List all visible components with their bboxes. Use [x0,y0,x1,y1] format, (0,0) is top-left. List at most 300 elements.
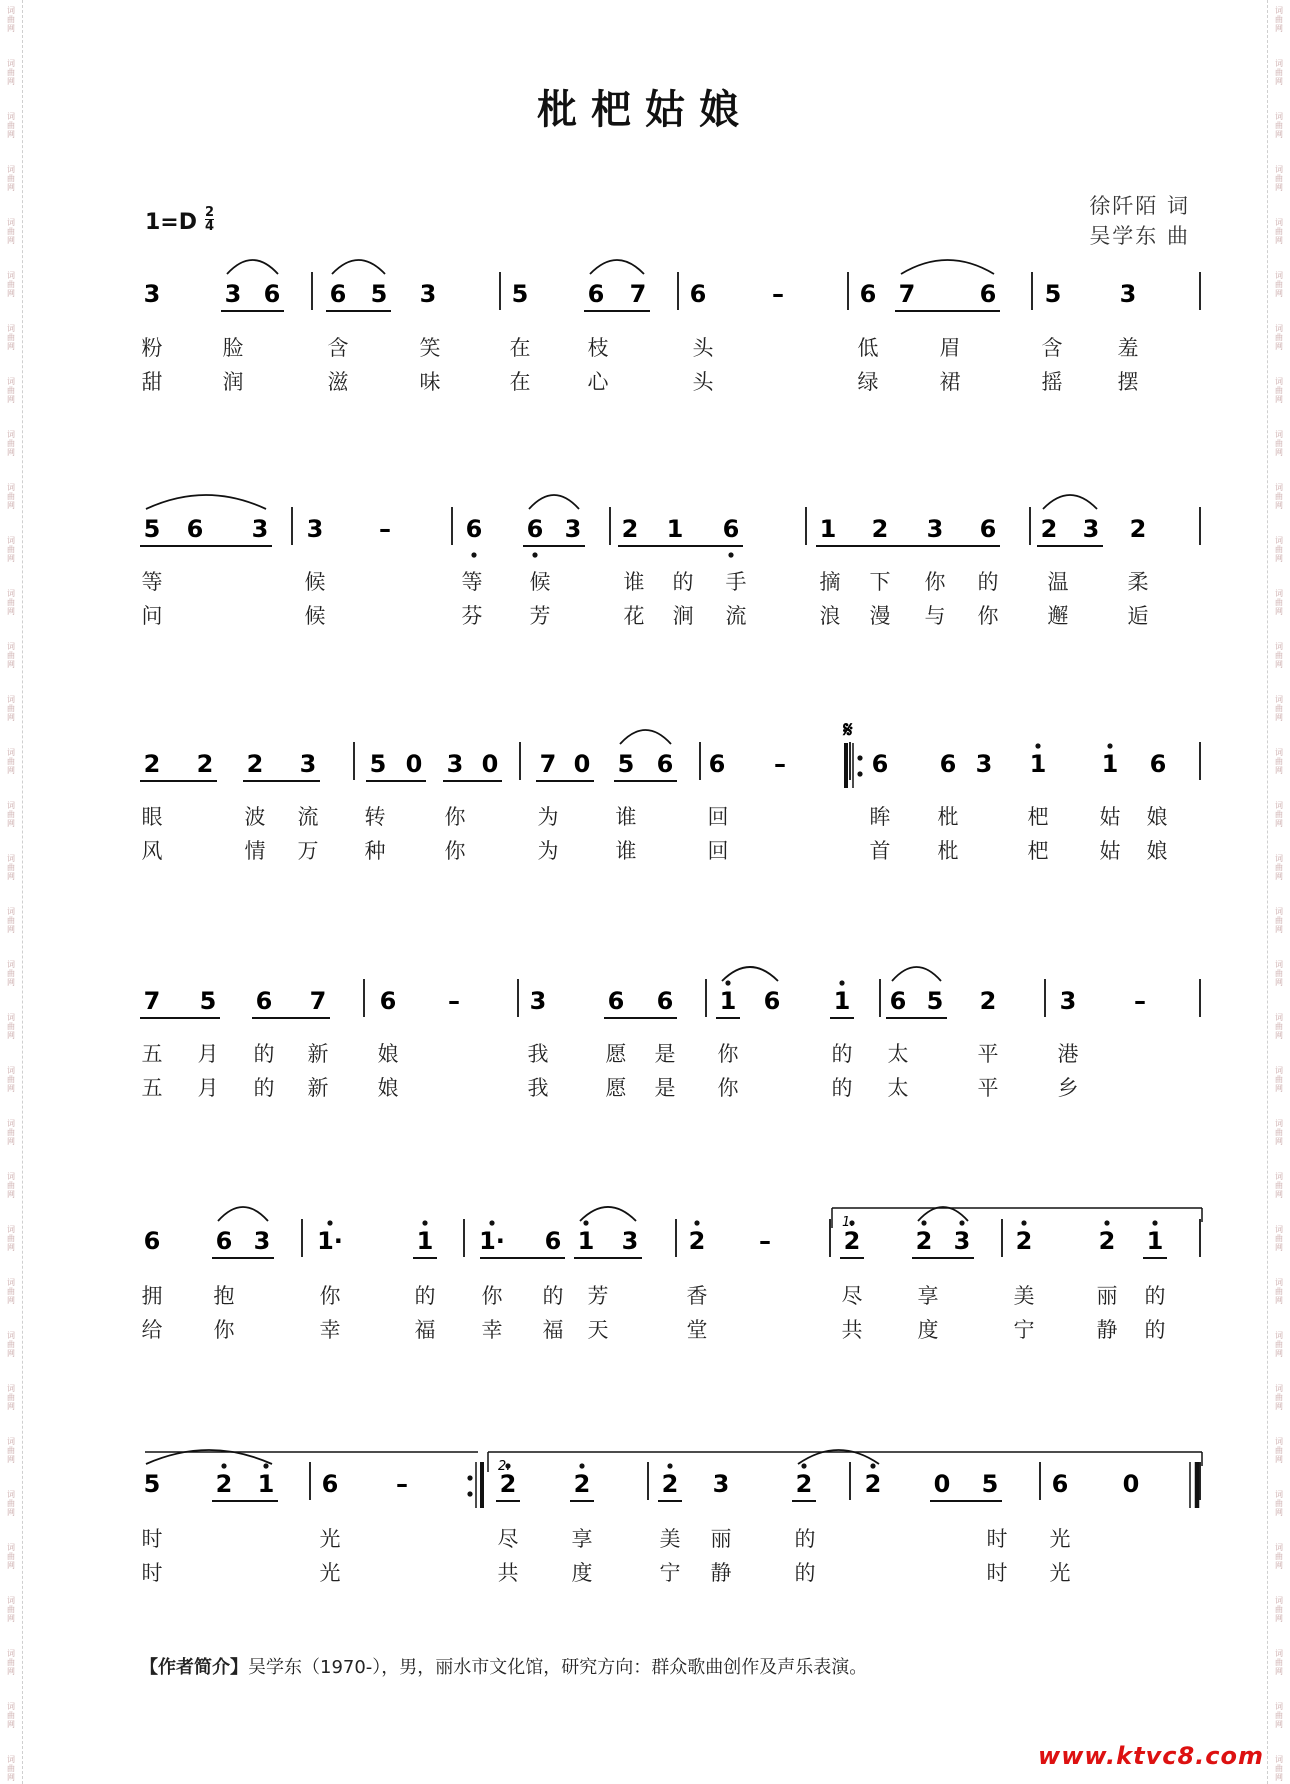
jianpu-note: 6 [321,1470,339,1498]
lyric-verse-2: 度 [571,1561,593,1585]
jianpu-note: 0 [573,750,591,778]
side-mark: 词 曲 网 [7,1543,15,1570]
lyric-verse-1: 尽 [497,1527,519,1551]
lyric-verse-1: 新 [307,1042,329,1066]
lyric-verse-2: 涧 [672,604,694,628]
jianpu-note: 3 [253,1227,271,1255]
lyric-verse-1: 我 [527,1042,549,1066]
jianpu-note: 7 [539,750,557,778]
lyric-verse-2: 天 [587,1318,609,1342]
lyric-verse-1: 候 [304,570,326,594]
side-mark: 词 曲 网 [1275,59,1283,86]
jianpu-note: 2 [621,515,639,543]
jianpu-note: 1 [719,987,737,1015]
slur-arc [580,1207,636,1221]
lyric-verse-1: 美 [1013,1284,1035,1308]
lyric-verse-2: 太 [887,1076,909,1100]
lyric-verse-1: 等 [141,570,163,594]
lyric-verse-2: 润 [222,370,244,394]
jianpu-note: 6 [722,515,740,543]
lyric-verse-2: 甜 [141,370,163,394]
jianpu-note: 1 [833,987,851,1015]
lyric-verse-2: 摆 [1117,370,1139,394]
side-mark: 词 曲 网 [7,536,15,563]
side-mark: 词 曲 网 [1275,1278,1283,1305]
lyric-verse-2: 为 [537,839,559,863]
lyric-verse-1: 光 [1049,1527,1071,1551]
slur-arc [1043,495,1097,509]
jianpu-note: 3 [1082,515,1100,543]
side-mark: 词 曲 网 [1275,271,1283,298]
lyric-verse-2: 娘 [1146,839,1168,863]
jianpu-note: – [1134,987,1146,1015]
jianpu-note: 6 [979,515,997,543]
lyric-verse-1: 平 [977,1042,999,1066]
lyric-verse-1: 丽 [710,1527,732,1551]
lyric-verse-2: 静 [1096,1318,1118,1342]
jianpu-note: 6 [763,987,781,1015]
octave-dot-high [801,1463,806,1468]
lyric-verse-2: 流 [725,604,747,628]
lyric-verse-1: 的 [542,1284,564,1308]
jianpu-note: 0 [481,750,499,778]
slur-arc [227,260,278,274]
side-mark: 词 曲 网 [1275,536,1283,563]
jianpu-note: 3 [564,515,582,543]
side-mark: 词 曲 网 [1275,1543,1283,1570]
lyric-verse-2: 光 [319,1561,341,1585]
jianpu-note: 2 [1015,1227,1033,1255]
lyric-verse-1: 的 [1144,1284,1166,1308]
lyric-verse-2: 首 [869,839,891,863]
lyric-verse-1: 的 [794,1527,816,1551]
lyric-verse-2: 福 [414,1318,436,1342]
lyric-verse-2: 是 [654,1076,676,1100]
lyric-verse-1: 娘 [377,1042,399,1066]
side-mark: 词 曲 网 [1275,695,1283,722]
time-signature-top: 2 [205,205,215,220]
jianpu-note: 6 [979,280,997,308]
repeat-dot [857,771,862,776]
jianpu-note: – [379,515,391,543]
side-mark: 词 曲 网 [7,324,15,351]
slur-arc [590,260,644,274]
lyric-verse-2: 回 [707,839,729,863]
lyric-verse-1: 脸 [222,336,244,360]
jianpu-note: 2 [843,1227,861,1255]
lyricist-credit: 徐阡陌 词 [1089,194,1190,218]
key-signature: 1=D [145,210,198,235]
slur-arc [620,730,671,744]
lyric-verse-1: 的 [414,1284,436,1308]
octave-dot-high [489,1220,494,1225]
lyric-verse-1: 美 [659,1527,681,1551]
jianpu-note: 6 [871,750,889,778]
lyric-verse-2: 时 [141,1561,163,1585]
lyric-verse-2: 五 [141,1076,163,1100]
author-intro [140,1653,867,1679]
jianpu-note: 3 [251,515,269,543]
jianpu-note: – [759,1227,771,1255]
side-mark: 词 曲 网 [1275,1649,1283,1676]
jianpu-note: 3 [953,1227,971,1255]
octave-dot-high [667,1463,672,1468]
lyric-verse-1: 回 [707,805,729,829]
jianpu-note: 6 [656,750,674,778]
lyric-verse-1: 眸 [869,805,891,829]
side-mark: 词 曲 网 [1275,1490,1283,1517]
lyric-verse-1: 月 [197,1042,219,1066]
lyric-verse-2: 的 [794,1561,816,1585]
lyric-verse-1: 羞 [1117,336,1139,360]
lyric-verse-1: 眉 [939,336,961,360]
lyric-verse-1: 头 [692,336,714,360]
jianpu-note: 2 [871,515,889,543]
octave-dot-high [921,1220,926,1225]
jianpu-note: 6 [859,280,877,308]
jianpu-note: 3 [446,750,464,778]
jianpu-note: 6 [329,280,347,308]
lyric-verse-1: 你 [481,1284,503,1308]
lyric-verse-1: 光 [319,1527,341,1551]
jianpu-note: 5 [370,280,388,308]
jianpu-note: 5 [617,750,635,778]
jianpu-note: 3 [306,515,324,543]
lyric-verse-1: 杷 [1027,805,1049,829]
octave-dot-low [471,552,476,557]
lyric-verse-1: 低 [857,336,879,360]
side-mark: 词 曲 网 [1275,960,1283,987]
lyric-verse-2: 光 [1049,1561,1071,1585]
lyric-verse-1: 谁 [623,570,645,594]
jianpu-note: 6 [656,987,674,1015]
lyric-verse-2: 娘 [377,1076,399,1100]
lyric-verse-1: 摘 [819,570,841,594]
jianpu-note: 3 [529,987,547,1015]
jianpu-note: 5 [199,987,217,1015]
side-mark: 词 曲 网 [1275,1225,1283,1252]
lyric-verse-2: 姑 [1099,839,1121,863]
lyric-verse-2: 你 [444,839,466,863]
jianpu-note: 7 [143,987,161,1015]
lyric-verse-1: 为 [537,805,559,829]
jianpu-note: 6 [143,1227,161,1255]
repeat-dot [857,755,862,760]
lyric-verse-2: 绿 [857,370,879,394]
octave-dot-low [532,552,537,557]
side-mark: 词 曲 网 [1275,1172,1283,1199]
side-mark: 词 曲 网 [7,1755,15,1782]
jianpu-note: 2 [499,1470,517,1498]
jianpu-note: 6 [544,1227,562,1255]
jianpu-note: 5 [143,1470,161,1498]
lyric-verse-1: 在 [509,336,531,360]
side-mark: 词 曲 网 [7,960,15,987]
lyric-verse-2: 心 [587,370,609,394]
jianpu-note: 6 [708,750,726,778]
jianpu-note: – [396,1470,408,1498]
jianpu-note: 2 [573,1470,591,1498]
lyric-verse-1: 时 [986,1527,1008,1551]
jianpu-note: 0 [933,1470,951,1498]
side-mark: 词 曲 网 [7,801,15,828]
side-mark: 词 曲 网 [7,165,15,192]
octave-dot-high [694,1220,699,1225]
lyric-verse-1: 你 [319,1284,341,1308]
side-mark: 词 曲 网 [7,1172,15,1199]
lyric-verse-2: 头 [692,370,714,394]
side-mark: 词 曲 网 [1275,324,1283,351]
jianpu-note: 6 [379,987,397,1015]
lyric-verse-2: 幸 [319,1318,341,1342]
side-mark: 词 曲 网 [7,642,15,669]
side-mark: 词 曲 网 [7,1013,15,1040]
side-mark: 词 曲 网 [1275,589,1283,616]
lyric-verse-1: 丽 [1096,1284,1118,1308]
side-mark: 词 曲 网 [7,1702,15,1729]
slur-arc [901,260,994,274]
side-mark: 词 曲 网 [1275,377,1283,404]
lyric-verse-2: 味 [419,370,441,394]
lyric-verse-2: 滋 [327,370,349,394]
lyric-verse-2: 花 [623,604,645,628]
octave-dot-high [839,980,844,985]
repeat-dot [467,1475,472,1480]
jianpu-note: 2 [196,750,214,778]
side-mark: 词 曲 网 [1275,907,1283,934]
side-mark: 词 曲 网 [7,1437,15,1464]
side-mark: 词 曲 网 [1275,430,1283,457]
lyric-verse-2: 在 [509,370,531,394]
jianpu-note: 6 [263,280,281,308]
jianpu-note: 1 [819,515,837,543]
jianpu-note: 5 [369,750,387,778]
lyric-verse-1: 下 [869,570,891,594]
side-mark: 词 曲 网 [7,271,15,298]
lyric-verse-2: 堂 [686,1318,708,1342]
side-mark: 词 曲 网 [7,1490,15,1517]
side-mark: 词 曲 网 [1275,1066,1283,1093]
jianpu-note: 6 [526,515,544,543]
lyric-verse-1: 五 [141,1042,163,1066]
octave-dot-high [1104,1220,1109,1225]
slur-arc [722,967,778,981]
side-mark: 词 曲 网 [1275,483,1283,510]
jianpu-note: 3 [299,750,317,778]
side-mark: 词 曲 网 [1275,218,1283,245]
lyric-verse-2: 你 [213,1318,235,1342]
lyric-verse-2: 问 [141,604,163,628]
slur-arc [918,1207,968,1221]
jianpu-note: 2 [795,1470,813,1498]
lyric-verse-1: 柔 [1127,570,1149,594]
jianpu-note: 6 [689,280,707,308]
lyric-verse-2: 风 [141,839,163,863]
lyric-verse-1: 太 [887,1042,909,1066]
lyric-verse-2: 你 [717,1076,739,1100]
jianpu-note: 2 [688,1227,706,1255]
side-mark: 词 曲 网 [1275,801,1283,828]
lyric-verse-1: 香 [686,1284,708,1308]
jianpu-note: 2 [661,1470,679,1498]
side-mark: 词 曲 网 [7,59,15,86]
time-signature-bottom: 4 [205,219,215,234]
jianpu-note: 3 [419,280,437,308]
lyric-verse-2: 谁 [615,839,637,863]
jianpu-note: 5 [1044,280,1062,308]
jianpu-note: 1 [1101,750,1119,778]
jianpu-note: 6 [587,280,605,308]
octave-dot-low [728,552,733,557]
jianpu-note: 6 [1051,1470,1069,1498]
jianpu-note: 2 [864,1470,882,1498]
jianpu-note: 6 [889,987,907,1015]
side-mark: 词 曲 网 [7,907,15,934]
jianpu-note: 1· [479,1227,505,1255]
lyric-verse-1: 的 [672,570,694,594]
lyric-verse-1: 抱 [213,1284,235,1308]
side-mark: 词 曲 网 [1275,112,1283,139]
jianpu-note: 3 [926,515,944,543]
jianpu-note: 3 [1119,280,1137,308]
side-mark: 词 曲 网 [1275,1437,1283,1464]
jianpu-note: 0 [1122,1470,1140,1498]
volta-label: 2. [498,1459,511,1474]
jianpu-note: 3 [1059,987,1077,1015]
lyric-verse-2: 月 [197,1076,219,1100]
octave-dot-high [422,1220,427,1225]
slur-arc [332,260,385,274]
lyric-verse-2: 宁 [1013,1318,1035,1342]
lyric-verse-1: 是 [654,1042,676,1066]
side-mark: 词 曲 网 [1275,1596,1283,1623]
lyric-verse-2: 裙 [939,370,961,394]
lyric-verse-2: 的 [831,1076,853,1100]
author-intro-text: 吴学东（1970-），男，丽水市文化馆，研究方向：群众歌曲创作及声乐表演。 [248,1657,868,1678]
octave-dot-high [959,1220,964,1225]
side-mark: 词 曲 网 [1275,748,1283,775]
lyric-verse-1: 享 [917,1284,939,1308]
side-mark: 词 曲 网 [7,1225,15,1252]
slur-arc [529,495,579,509]
slur-arc [892,967,941,981]
side-mark: 词 曲 网 [7,6,15,33]
jianpu-note: 6 [939,750,957,778]
lyric-verse-2: 芬 [461,604,483,628]
octave-dot-high [583,1220,588,1225]
side-mark: 词 曲 网 [7,1649,15,1676]
octave-dot-high [263,1463,268,1468]
jianpu-note: 3 [975,750,993,778]
lyric-verse-2: 种 [364,839,386,863]
lyric-verse-2: 共 [497,1561,519,1585]
side-mark: 词 曲 网 [7,1596,15,1623]
side-mark: 词 曲 网 [1275,165,1283,192]
lyric-verse-2: 宁 [659,1561,681,1585]
song-title: 枇杷姑娘 [537,86,753,133]
lyric-verse-2: 情 [244,839,266,863]
jianpu-note: 6 [465,515,483,543]
jianpu-note: 5 [926,987,944,1015]
lyric-verse-1: 转 [364,805,386,829]
jianpu-note: 5 [143,515,161,543]
lyric-verse-2: 乡 [1057,1076,1079,1100]
lyric-verse-1: 姑 [1099,805,1121,829]
lyric-verse-1: 娘 [1146,805,1168,829]
lyric-verse-1: 尽 [841,1284,863,1308]
octave-dot-high [725,980,730,985]
lyric-verse-2: 愿 [605,1076,627,1100]
lyric-verse-2: 与 [924,604,946,628]
side-mark: 词 曲 网 [1275,1331,1283,1358]
lyric-verse-2: 浪 [819,604,841,628]
side-mark: 词 曲 网 [7,589,15,616]
octave-dot-high [1107,743,1112,748]
jianpu-note: 7 [309,987,327,1015]
octave-dot-high [579,1463,584,1468]
jianpu-note: 1 [666,515,684,543]
side-mark: 词 曲 网 [1275,854,1283,881]
jianpu-note: 3 [143,280,161,308]
lyric-verse-2: 新 [307,1076,329,1100]
side-mark: 词 曲 网 [7,112,15,139]
lyric-verse-1: 候 [529,570,551,594]
side-mark: 词 曲 网 [7,377,15,404]
side-mark: 词 曲 网 [7,695,15,722]
jianpu-note: 2 [1129,515,1147,543]
octave-dot-high [221,1463,226,1468]
side-mark: 词 曲 网 [7,430,15,457]
octave-dot-high [1152,1220,1157,1225]
lyric-verse-1: 你 [924,570,946,594]
slur-arc [218,1207,268,1221]
lyric-verse-1: 的 [831,1042,853,1066]
lyric-verse-1: 谁 [615,805,637,829]
site-watermark: www.ktvc8.com [1038,1742,1264,1770]
lyric-verse-2: 邂 [1047,604,1069,628]
jianpu-note: 6 [607,987,625,1015]
lyric-verse-2: 福 [542,1318,564,1342]
lyric-verse-1: 芳 [587,1284,609,1308]
jianpu-note: – [774,750,786,778]
jianpu-note: 2 [246,750,264,778]
lyric-verse-2: 万 [297,839,319,863]
side-mark: 词 曲 网 [1275,642,1283,669]
side-mark: 词 曲 网 [1275,1119,1283,1146]
jianpu-note: 0 [405,750,423,778]
author-intro-label: 【作者简介】 [140,1657,248,1678]
segno-sign: 𝄋 [843,718,853,743]
jianpu-note: 3 [224,280,242,308]
octave-dot-high [1035,743,1040,748]
slur-arc [146,495,266,509]
side-mark: 词 曲 网 [1275,1755,1283,1782]
composer-credit: 吴学东 曲 [1089,224,1190,248]
jianpu-note: – [448,987,460,1015]
lyric-verse-2: 枇 [937,839,959,863]
lyric-verse-2: 的 [253,1076,275,1100]
lyric-verse-1: 等 [461,570,483,594]
lyric-verse-1: 时 [141,1527,163,1551]
lyric-verse-2: 时 [986,1561,1008,1585]
volta-label: 1. [842,1215,855,1230]
jianpu-note: 1 [1029,750,1047,778]
lyric-verse-1: 枇 [937,805,959,829]
lyric-verse-1: 享 [571,1527,593,1551]
jianpu-note: 2 [915,1227,933,1255]
jianpu-note: 2 [143,750,161,778]
jianpu-note: 2 [1098,1227,1116,1255]
